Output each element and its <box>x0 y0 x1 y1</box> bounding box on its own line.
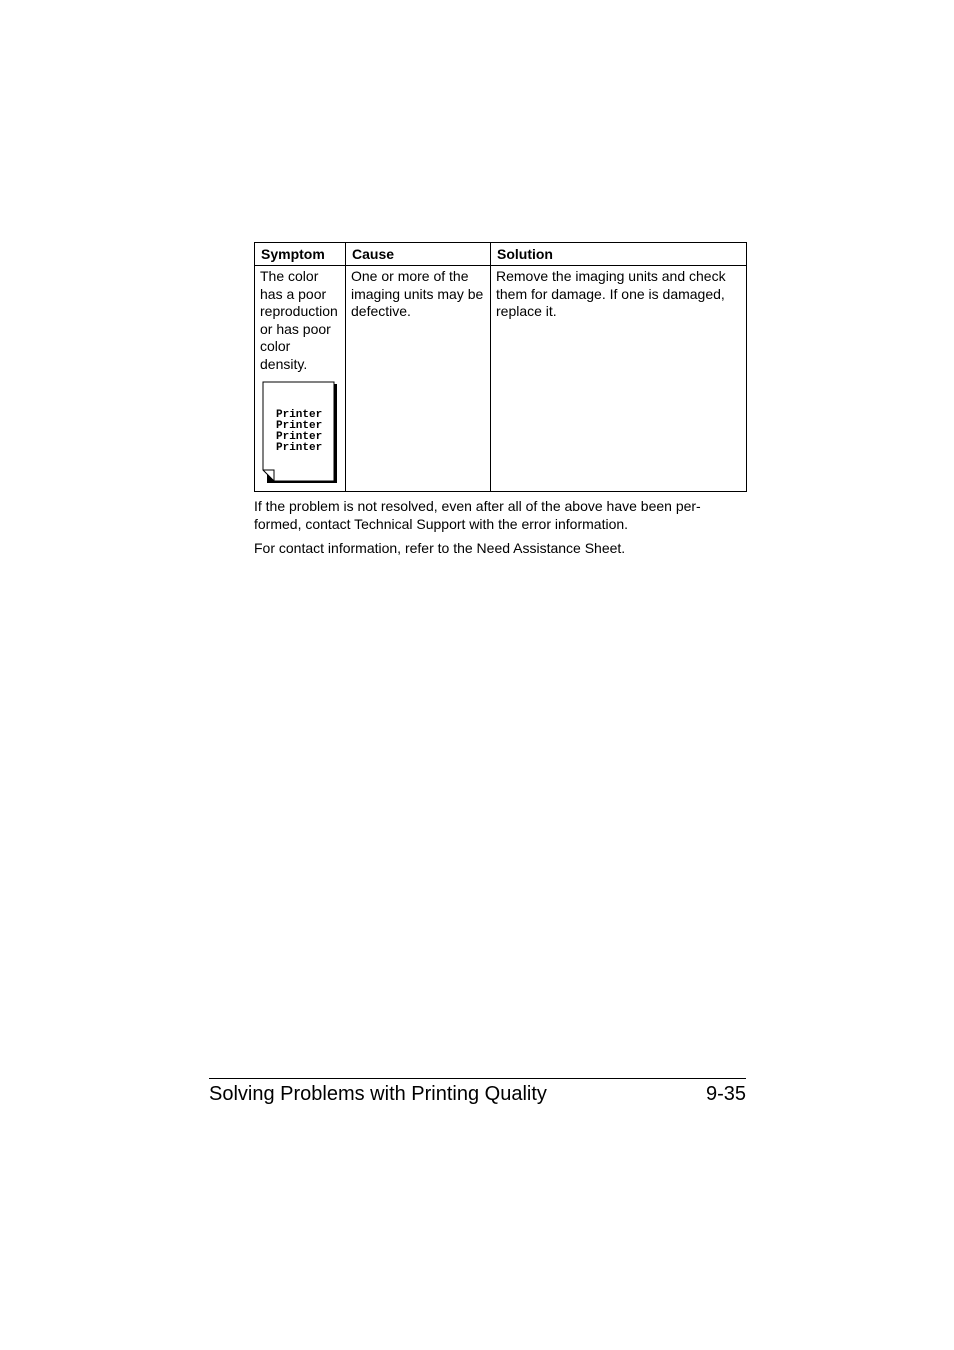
cause-cell: One or more of the imaging units may be defective. <box>346 266 491 492</box>
sample-line: Printer <box>276 430 323 443</box>
symptom-text: The color has a poor reproduction or has poor color density. <box>260 268 338 372</box>
footer-page-number: 9-35 <box>705 1083 746 1105</box>
symptom-cell <box>255 266 346 492</box>
printed-page-sample-image <box>262 381 338 485</box>
troubleshooting-table <box>254 242 747 492</box>
note-unresolved: If the problem is not resolved, even after all of the above have been per-formed, contact Technical Support with the error information. <box>254 498 701 532</box>
solution-cell: Remove the imaging units and check them for damage. If one is damaged, replace it. <box>491 266 747 492</box>
header-symptom: Symptom <box>255 243 346 266</box>
sample-line: Printer <box>276 441 323 454</box>
header-solution: Solution <box>491 243 747 266</box>
footer-section-title: Solving Problems with Printing Quality <box>209 1083 547 1105</box>
sample-line: Printer <box>276 408 323 421</box>
header-cause: Cause <box>346 243 491 266</box>
note-contact: For contact information, refer to the Need Assistance Sheet. <box>254 540 626 556</box>
footer-divider <box>209 1078 746 1079</box>
table-header-row <box>255 243 747 266</box>
table-row <box>255 266 747 492</box>
sample-line: Printer <box>276 419 323 432</box>
